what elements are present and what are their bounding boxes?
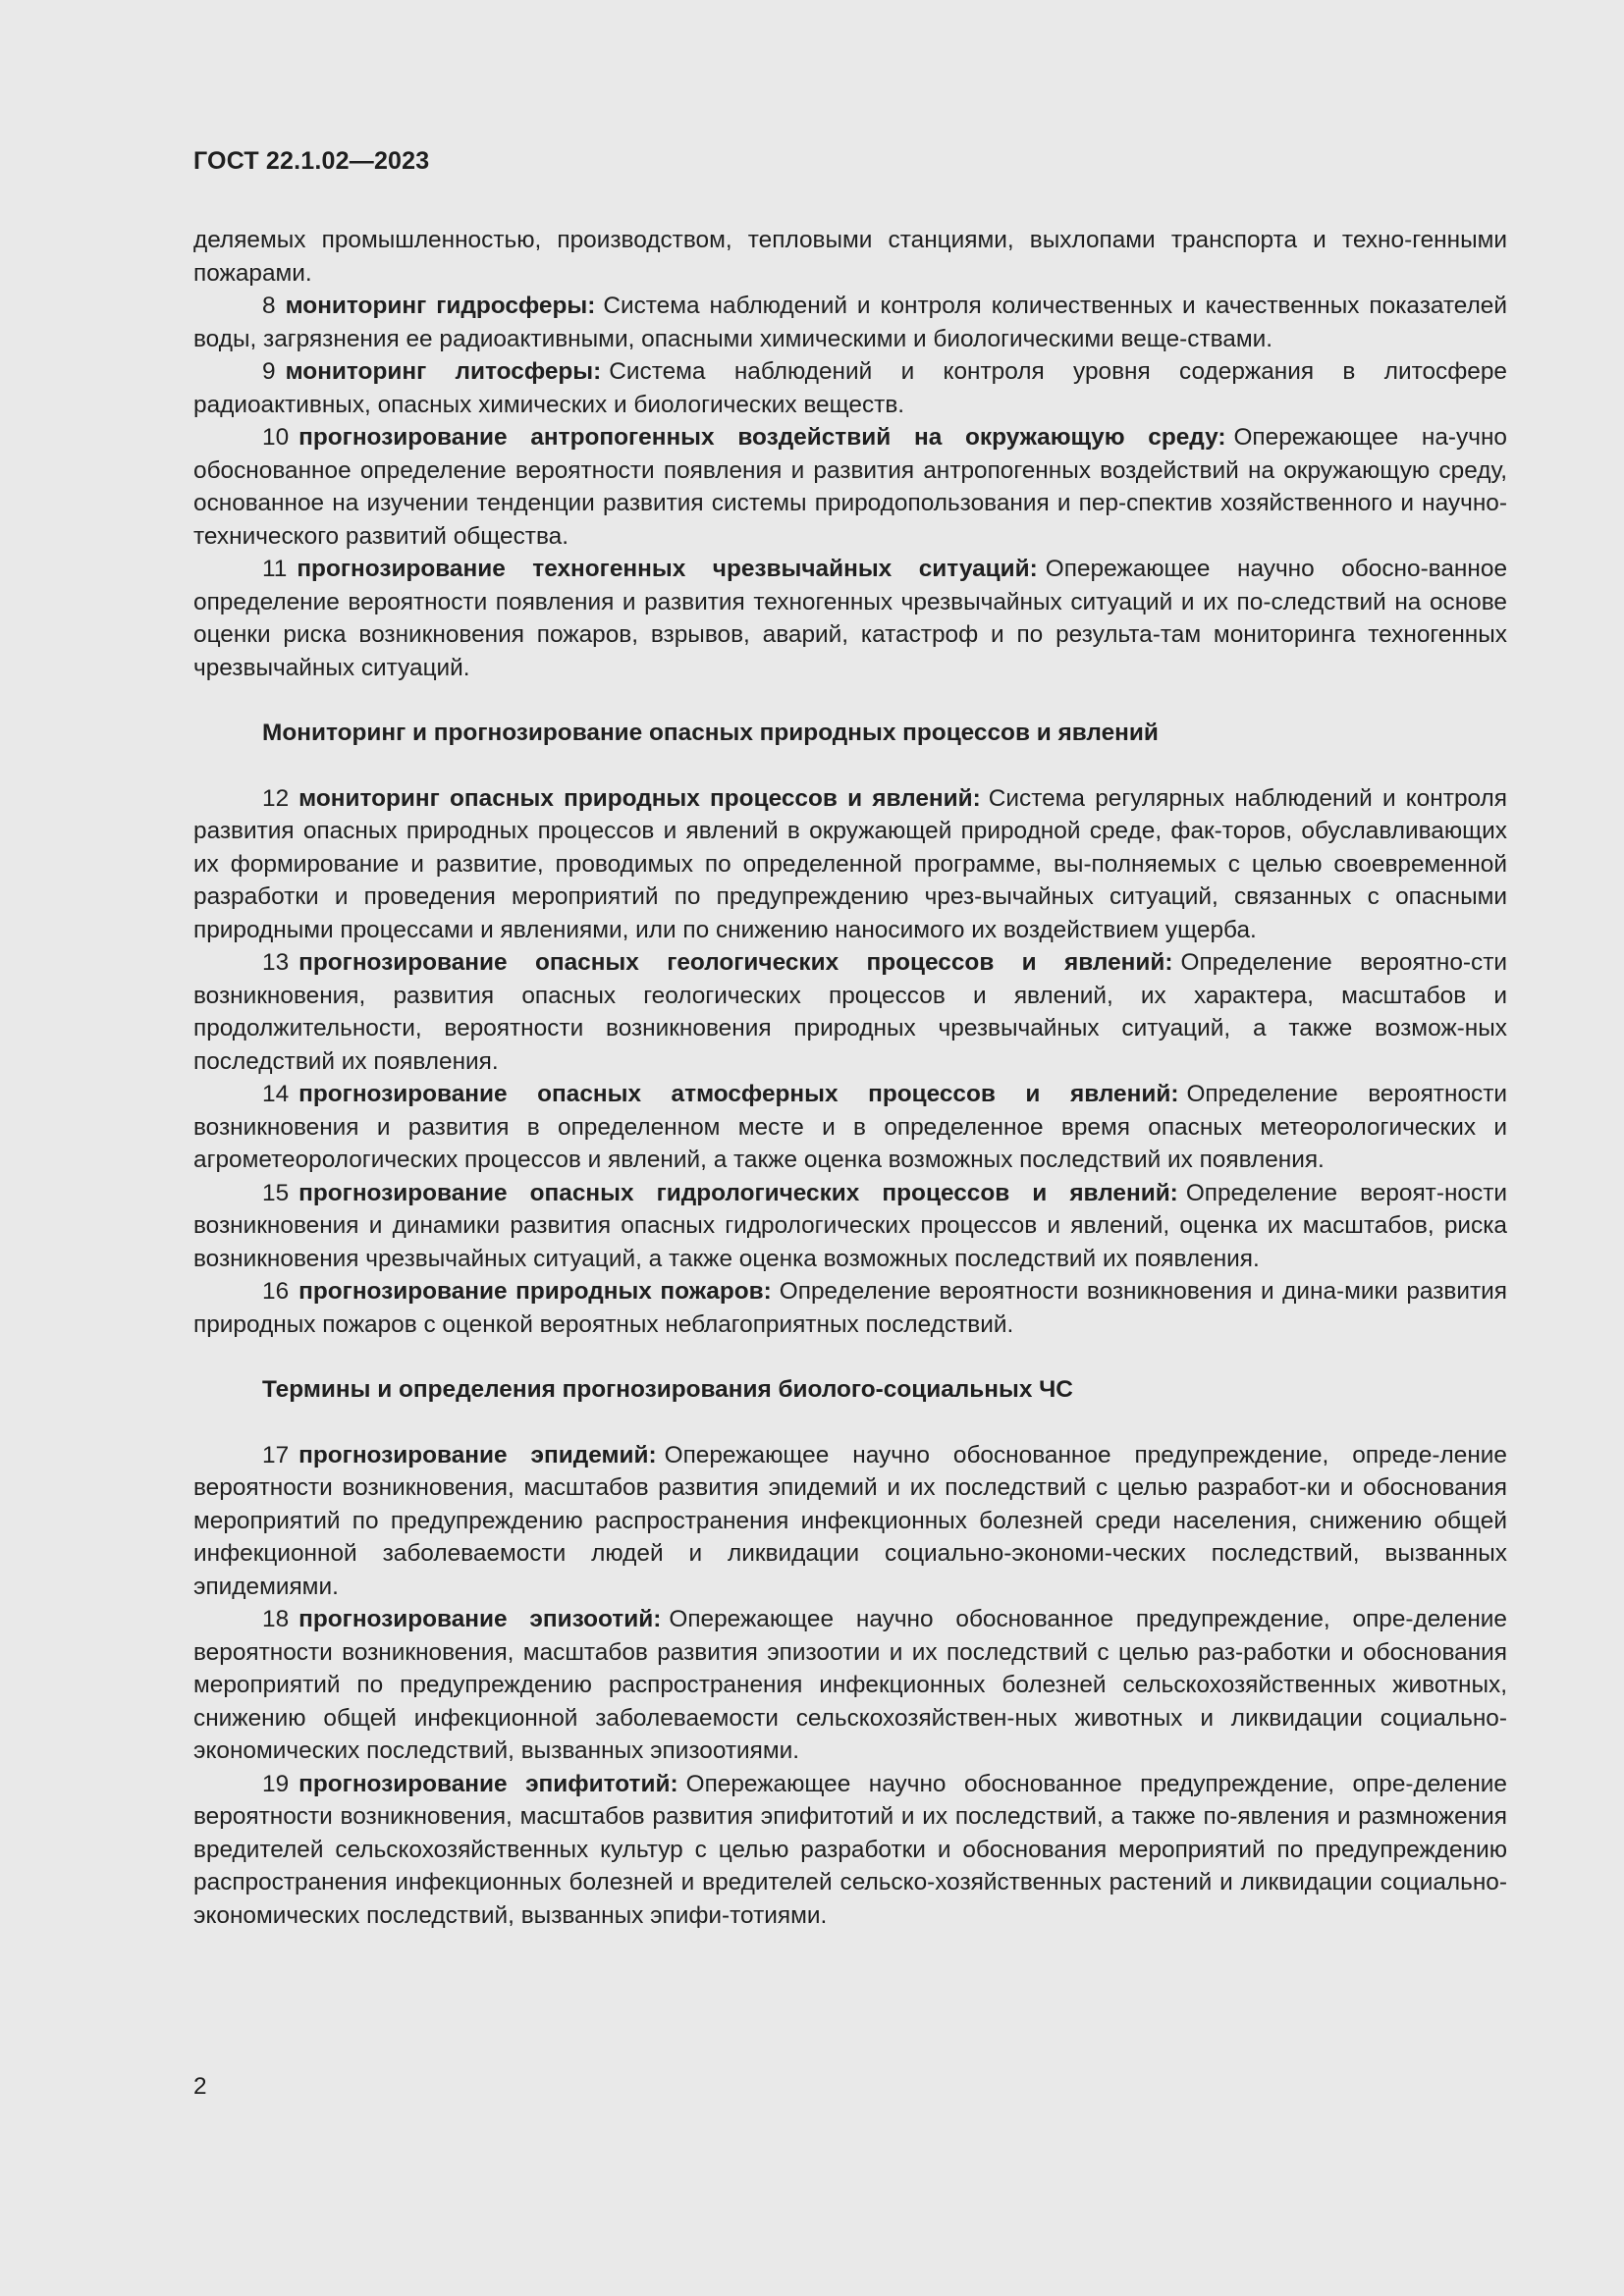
term-name: мониторинг опасных природных процессов и явлений: <box>298 784 981 812</box>
term-name: мониторинг литосферы: <box>285 358 602 385</box>
continuation-paragraph: деляемых промышленностью, производством, тепловыми станциями, выхлопами транспорта и техно-генными пожарами. <box>193 227 1507 287</box>
document-header: ГОСТ 22.1.02—2023 <box>193 147 430 175</box>
term-number: 11 <box>262 556 288 582</box>
term-entry-17 <box>193 1439 1507 1604</box>
term-definition: Система наблюдений и контроля уровня содержания в литосфере радиоактивных, опасных химических и биологических веществ. <box>193 358 1507 418</box>
document-body <box>193 224 1507 1932</box>
term-definition: Определение вероятности возникновения и дина-мики развития природных пожаров с оценкой вероятных неблагоприятных последствий. <box>193 1278 1507 1338</box>
page-number: 2 <box>193 2073 207 2100</box>
term-number: 13 <box>262 949 290 976</box>
term-number: 12 <box>262 784 290 812</box>
term-entry-18 <box>193 1603 1507 1768</box>
term-definition: Система наблюдений и контроля количественных и качественных показателей воды, загрязнения ее радиоактивными, опасными химическими и биологическими веще-ствами. <box>193 293 1507 352</box>
term-definition: Опережающее научно обоснованное предупреждение, опре-деление вероятности возникновения, масштабов развития эпизоотии и их последствий с целью раз-работки и обоснования мероприятий по предупреждению распространения инфекционных болезней сельскохозяйственных животных, снижению общей инфекционной заболеваемости сельскохозяйствен-ных животных и ликвидации социально-экономических последствий, вызванных эпизоотиями. <box>193 1606 1507 1764</box>
term-entry-14 <box>193 1078 1507 1177</box>
term-definition: Опережающее научно обоснованное предупреждение, опреде-ление вероятности возникновения, масштабов развития эпидемий и их последствий с целью разработ-ки и обоснования мероприятий по предупреждению распространения инфекционных болезней среди населения, снижению общей инфекционной заболеваемости людей и ликвидации социально-экономи-ческих последствий, вызванных эпидемиями. <box>193 1441 1508 1600</box>
term-entry-10 <box>193 421 1507 553</box>
term-number: 17 <box>262 1441 290 1468</box>
term-definition: Система регулярных наблюдений и контроля развития опасных природных процессов и явлений в окружающей природной среде, фак-торов, обуславливающих их формирование и развитие, проводимых по определенной программе, вы-полняемых с целью своевременной разработки и проведения мероприятий по предупреждению чрез-вычайных ситуаций, связанных с опасными природными процессами и явлениями, или по снижению наносимого их воздействием ущерба. <box>193 784 1507 943</box>
term-name: прогнозирование эпидемий: <box>298 1441 657 1468</box>
term-entry-13 <box>193 946 1507 1078</box>
term-number: 16 <box>262 1278 290 1305</box>
term-number: 8 <box>262 293 276 319</box>
term-name: прогнозирование опасных гидрологических процессов и явлений: <box>298 1179 1178 1206</box>
term-entry-15 <box>193 1177 1507 1276</box>
term-name: прогнозирование опасных геологических процессов и явлений: <box>298 949 1173 976</box>
term-entry-16 <box>193 1275 1507 1341</box>
term-entry-11 <box>193 553 1507 684</box>
term-number: 9 <box>262 358 276 385</box>
term-definition: Опережающее на-учно обоснованное определение вероятности появления и развития антропогенных воздействий на окружающую среду, основанное на изучении тенденции развития системы природопользования и пер-спектив хозяйственного и научно-технического развитий общества. <box>193 424 1507 550</box>
term-name: прогнозирование эпизоотий: <box>298 1606 662 1632</box>
section-heading-natural-hazards: Мониторинг и прогнозирование опасных природных процессов и явлений <box>262 720 1159 746</box>
term-entry-8 <box>193 290 1507 355</box>
term-number: 19 <box>262 1770 290 1797</box>
term-name: прогнозирование эпифитотий: <box>298 1770 678 1797</box>
term-definition: Определение вероят-ности возникновения и динамики развития опасных гидрологических процессов и явлений, оценка их масштабов, риска возникновения чрезвычайных ситуаций, а также оценка возможных последствий их появления. <box>193 1179 1507 1272</box>
term-name: прогнозирование антропогенных воздействий на окружающую среду: <box>298 424 1226 451</box>
term-entry-12 <box>193 782 1507 947</box>
term-definition: Определение вероятно-сти возникновения, развития опасных геологических процессов и явлений, их характера, масштабов и продолжительности, вероятности возникновения природных чрезвычайных ситуаций, а также возмож-ных последствий их появления. <box>193 949 1507 1075</box>
term-name: мониторинг гидросферы: <box>285 293 596 319</box>
term-entry-19 <box>193 1768 1507 1933</box>
term-number: 15 <box>262 1179 290 1206</box>
term-name: прогнозирование техногенных чрезвычайных ситуаций: <box>297 556 1038 582</box>
section-heading-bio-social: Термины и определения прогнозирования биолого-социальных ЧС <box>262 1376 1073 1403</box>
term-number: 14 <box>262 1081 290 1107</box>
term-definition: Опережающее научно обосно-ванное определение вероятности появления и развития техногенных чрезвычайных ситуаций и их по-следствий на основе оценки риска возникновения пожаров, взрывов, аварий, катастроф и по результа-там мониторинга техногенных чрезвычайных ситуаций. <box>193 556 1508 681</box>
term-name: прогнозирование опасных атмосферных процессов и явлений: <box>298 1081 1179 1107</box>
term-number: 18 <box>262 1606 290 1632</box>
term-number: 10 <box>262 424 290 451</box>
term-name: прогнозирование природных пожаров: <box>298 1278 772 1305</box>
term-definition: Опережающее научно обоснованное предупреждение, опре-деление вероятности возникновения, масштабов развития эпифитотий и их последствий, а также по-явления и размножения вредителей сельскохозяйственных культур с целью разработки и обоснования мероприятий по предупреждению распространения инфекционных болезней и вредителей сельско-хозяйственных растений и ликвидации социально-экономических последствий, вызванных эпифи-тотиями. <box>193 1770 1507 1929</box>
term-entry-9 <box>193 355 1507 421</box>
term-definition: Определение вероятности возникновения и развития в определенном месте и в определенное время опасных метеорологических и агрометеорологических процессов и явлений, а также оценка возможных последствий их появления. <box>193 1081 1507 1173</box>
